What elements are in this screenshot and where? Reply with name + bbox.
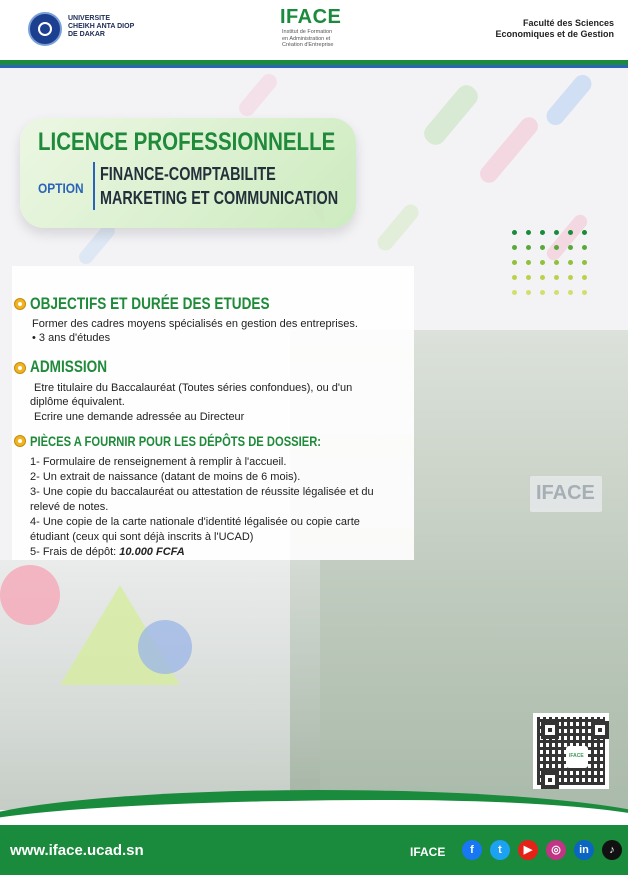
decor-dot bbox=[568, 275, 573, 280]
qr-center-logo: IFACE bbox=[566, 746, 588, 768]
decor-dot bbox=[526, 275, 531, 280]
qr-code[interactable] bbox=[533, 713, 609, 789]
facebook-icon[interactable]: f bbox=[462, 840, 482, 860]
iface-logo-name: IFACE bbox=[280, 6, 342, 28]
section-bullet-icon bbox=[14, 362, 26, 374]
decor-dot bbox=[526, 245, 531, 250]
header-stripe-blue bbox=[0, 65, 628, 68]
decor-dot bbox=[526, 260, 531, 265]
section-bullet-icon bbox=[14, 435, 26, 447]
twitter-icon[interactable]: t bbox=[490, 840, 510, 860]
faculty-name: Faculté des Sciences Economiques et de Gestion bbox=[495, 18, 614, 39]
admission-line: Ecrire une demande adressée au Directeur bbox=[34, 411, 245, 423]
decor-dot-grid bbox=[512, 230, 592, 310]
option-marketing: MARKETING ET COMMUNICATION bbox=[100, 188, 339, 208]
iface-logo-subtitle: Institut de Formation en Administration et Création d'Entreprise bbox=[282, 29, 334, 48]
section-bullet-icon bbox=[14, 298, 26, 310]
option-label: OPTION bbox=[38, 180, 84, 196]
decor-stroke bbox=[543, 71, 595, 129]
footer-brand: IFACE bbox=[410, 845, 446, 859]
footer bbox=[0, 825, 628, 875]
instagram-icon[interactable]: ◎ bbox=[546, 840, 566, 860]
objectifs-line: • 3 ans d'études bbox=[32, 332, 111, 344]
decor-dot bbox=[512, 245, 517, 250]
decor-dot bbox=[582, 290, 587, 295]
linkedin-icon[interactable]: in bbox=[574, 840, 594, 860]
pieces-line: 4- Une copie de la carte nationale d'identité légalisée ou copie carte bbox=[30, 516, 360, 528]
decor-stroke bbox=[236, 71, 280, 120]
pieces-line: 3- Une copie du baccalauréat ou attestation de réussite légalisée et du bbox=[30, 486, 374, 498]
decor-dot bbox=[512, 290, 517, 295]
iface-logo bbox=[280, 6, 341, 49]
decor-dot bbox=[526, 290, 531, 295]
decor-dot bbox=[568, 230, 573, 235]
decor-dot bbox=[568, 245, 573, 250]
decor-dot bbox=[512, 260, 517, 265]
decor-stroke bbox=[476, 114, 541, 187]
decor-dot bbox=[526, 230, 531, 235]
website-link[interactable]: www.iface.ucad.sn bbox=[10, 842, 144, 859]
admission-line: diplôme équivalent. bbox=[30, 396, 125, 408]
program-title: LICENCE PROFESSIONNELLE bbox=[38, 128, 336, 156]
decor-dot bbox=[554, 230, 559, 235]
decor-dot bbox=[554, 260, 559, 265]
tiktok-icon[interactable]: ♪ bbox=[602, 840, 622, 860]
university-name: UNIVERSITE CHEIKH ANTA DIOP DE DAKAR bbox=[68, 15, 135, 38]
decor-dot bbox=[554, 245, 559, 250]
fee-label: 5- Frais de dépôt: bbox=[30, 546, 120, 558]
decor-dot bbox=[568, 290, 573, 295]
building-sign: IFACE bbox=[530, 476, 602, 512]
admission-line: Etre titulaire du Baccalauréat (Toutes séries confondues), ou d'un bbox=[34, 382, 353, 394]
decor-dot bbox=[554, 290, 559, 295]
fee-value: 10.000 FCFA bbox=[119, 546, 185, 558]
decor-dot bbox=[540, 230, 545, 235]
option-divider bbox=[93, 162, 95, 210]
pieces-heading: PIÈCES A FOURNIR POUR LES DÉPÔTS DE DOSSIER: bbox=[30, 433, 322, 449]
decor-dot bbox=[582, 230, 587, 235]
decor-dot bbox=[554, 275, 559, 280]
pieces-line: 1- Formulaire de renseignement à remplir à l'accueil. bbox=[30, 456, 287, 468]
pieces-line: 2- Un extrait de naissance (datant de moins de 6 mois). bbox=[30, 471, 301, 483]
header bbox=[0, 0, 628, 62]
decor-pink-circle bbox=[0, 565, 60, 625]
pieces-line: étudiant (ceux qui sont déjà inscrits à l'UCAD) bbox=[30, 531, 254, 543]
decor-stroke bbox=[420, 81, 482, 149]
admission-heading: ADMISSION bbox=[30, 357, 108, 376]
decor-dot bbox=[540, 275, 545, 280]
objectifs-heading: OBJECTIFS ET DURÉE DES ETUDES bbox=[30, 294, 270, 313]
decor-stroke bbox=[374, 201, 422, 253]
ucad-logo-icon bbox=[28, 12, 62, 46]
youtube-icon[interactable]: ▶ bbox=[518, 840, 538, 860]
decor-blue-circle bbox=[138, 620, 192, 674]
decor-dot bbox=[540, 260, 545, 265]
option-finance: FINANCE-COMPTABILITE bbox=[100, 164, 276, 184]
qr-code-modules bbox=[537, 717, 605, 785]
decor-dot bbox=[568, 260, 573, 265]
decor-dot bbox=[582, 245, 587, 250]
decor-dot bbox=[582, 260, 587, 265]
pieces-line: relevé de notes. bbox=[30, 501, 109, 513]
decor-dot bbox=[540, 290, 545, 295]
decor-dot bbox=[512, 230, 517, 235]
decor-dot bbox=[582, 275, 587, 280]
decor-dot bbox=[540, 245, 545, 250]
objectifs-line: Former des cadres moyens spécialisés en gestion des entreprises. bbox=[32, 318, 358, 330]
decor-dot bbox=[512, 275, 517, 280]
pieces-fee-line bbox=[30, 545, 185, 559]
